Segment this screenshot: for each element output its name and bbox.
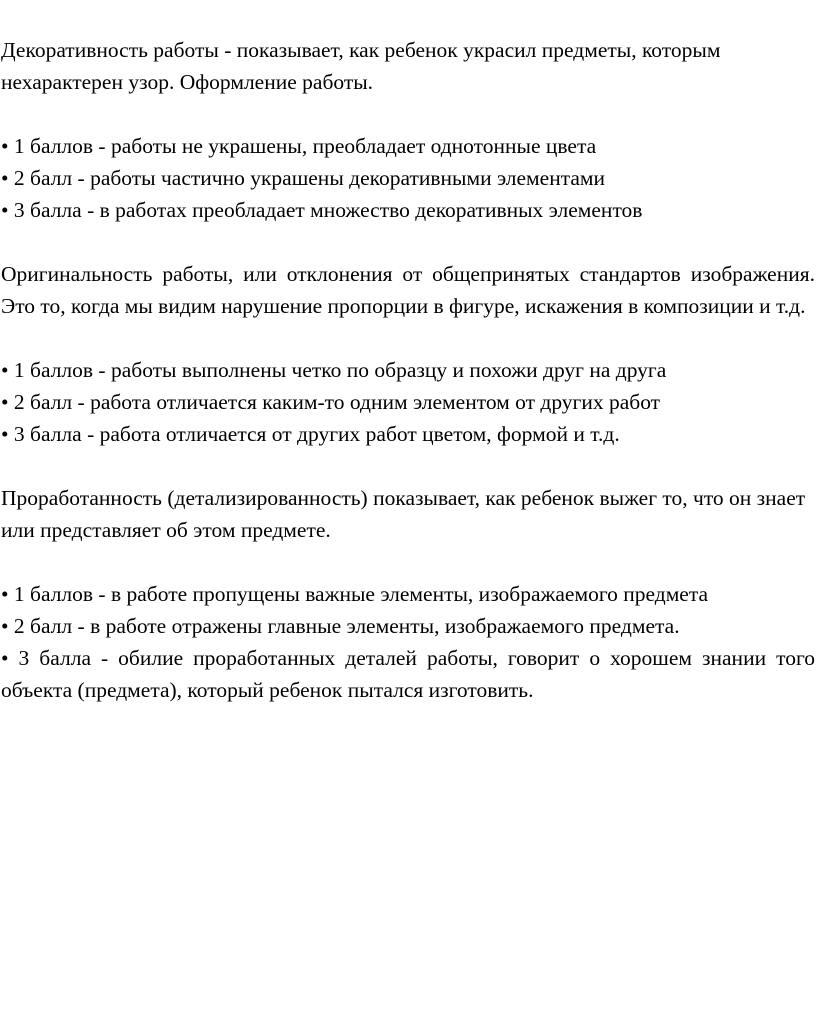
decorativeness-criterion-1: • 1 баллов - работы не украшены, преобладает однотонные цвета	[1, 134, 597, 158]
originality-criterion-3: • 3 балла - работа отличается от других работ цветом, формой и т.д.	[1, 422, 620, 446]
detailing-criterion-3: • 3 балла - обилие проработанных деталей работы, говорит о хорошем знании того объекта (предмета), который ребенок пытался изготовить.	[1, 646, 815, 702]
document-page	[0, 34, 816, 706]
detailing-criterion-1: • 1 баллов - в работе пропущены важные элементы, изображаемого предмета	[1, 582, 709, 606]
paragraph-gap	[1, 546, 815, 578]
originality-criterion-1: • 1 баллов - работы выполнены четко по образцу и похожи друг на друга	[1, 358, 667, 382]
paragraph-gap	[1, 226, 815, 258]
decorativeness-criterion-2: • 2 балл - работы частично украшены декоративными элементами	[1, 166, 606, 190]
section-decorativeness-intro: Декоративность работы - показывает, как ребенок украсил предметы, которым нехарактерен узор. Оформление работы.	[1, 38, 721, 94]
section-originality-intro: Оригинальность работы, или отклонения от общепринятых стандартов изображения. Это то, когда мы видим нарушение пропорции в фигуре, искажения в композиции и т.д.	[1, 262, 815, 318]
originality-criterion-2: • 2 балл - работа отличается каким-то одним элементом от других работ	[1, 390, 661, 414]
paragraph-gap	[1, 322, 815, 354]
paragraph-gap	[1, 98, 815, 130]
section-detailing-intro: Проработанность (детализированность) показывает, как ребенок выжег то, что он знает или представляет об этом предмете.	[1, 486, 806, 542]
paragraph-gap	[1, 450, 815, 482]
decorativeness-criterion-3: • 3 балла - в работах преобладает множество декоративных элементов	[1, 198, 643, 222]
detailing-criterion-2: • 2 балл - в работе отражены главные элементы, изображаемого предмета.	[1, 614, 680, 638]
